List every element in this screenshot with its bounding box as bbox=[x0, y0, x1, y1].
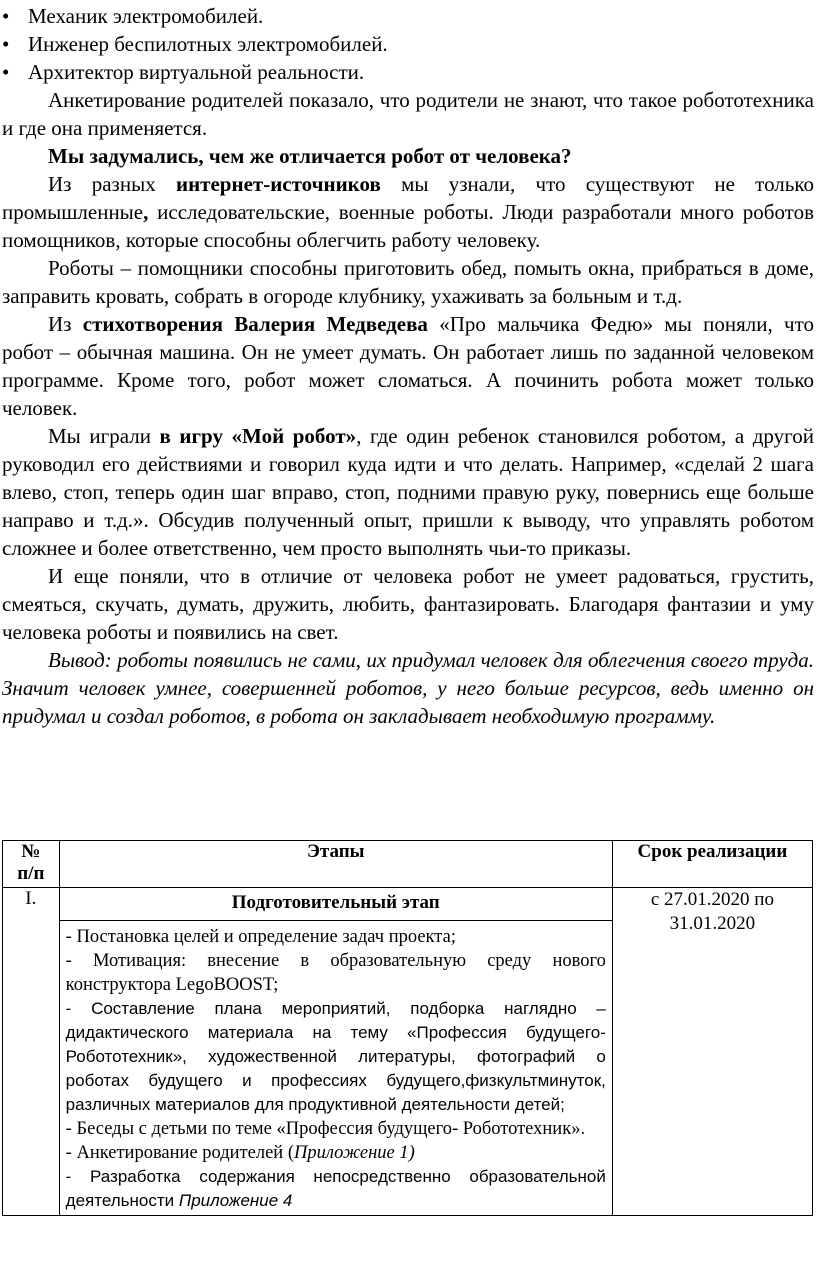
paragraph-conclusion: Вывод: роботы появились не сами, их придумал человек для облегчения своего труда. Значит человек умнее, совершенней роботов, у него больше ресурсов, ведь именно он придумал и создал роботов, в робота он закладывает необходимую программу. bbox=[2, 648, 814, 728]
paragraph-question: Мы задумались, чем же отличается робот от человека? bbox=[48, 144, 572, 168]
paragraph-survey: Анкетирование родителей показало, что родители не знают, что такое робототехника и где она применяется. bbox=[2, 88, 814, 140]
paragraph-helper-robots: Роботы – помощники способны приготовить обед, помыть окна, прибраться в доме, заправить кровать, собрать в огороде клубнику, ухаживать за больным и т.д. bbox=[2, 256, 814, 308]
project-plan-table bbox=[2, 840, 813, 1216]
list-item: - Разработка содержания непосредственно образовательной деятельности Приложение 4 bbox=[65, 1167, 606, 1210]
paragraph-game: Мы играли в игру «Мой робот», где один ребенок становился роботом, а другой руководил его действиями и говорил куда идти и что делать. Например, «сделай 2 шага влево, стоп, теперь один шаг вправо, стоп, подними правую руку, повернись еще больше направо и т.д.». Обсудив полученный опыт, пришли к выводу, что управлять роботом сложнее и более ответственно, чем просто выполнять чьи-то приказы. bbox=[2, 424, 814, 560]
list-item: • Инженер беспилотных электромобилей. bbox=[2, 32, 388, 56]
list-item: - Составление плана мероприятий, подборка наглядно – дидактического материала на тему «Профессия будущего- Робототехник», художественной литературы, фотографий о роботах будущего и профессиях будущего,физкультминуток, различных материалов для продуктивной деятельности детей; bbox=[65, 999, 606, 1114]
list-item: • Архитектор виртуальной реальности. bbox=[2, 60, 365, 84]
bullet-icon: • bbox=[2, 32, 10, 56]
stage-cell bbox=[59, 888, 612, 1216]
table-header-row bbox=[3, 841, 813, 888]
header-stages: Этапы bbox=[59, 841, 612, 888]
row-number: I. bbox=[3, 888, 60, 1216]
paragraph-poem: Из стихотворения Валерия Медведева «Про мальчика Федю» мы поняли, что робот – обычная машина. Он не умеет думать. Он работает лишь по заданной человеком программе. Кроме того, робот может сломаться. А починить робота может только человек. bbox=[2, 312, 814, 420]
paragraph-internet-sources: Из разных интернет-источников мы узнали, что существуют не только промышленные, исследовательские, военные роботы. Люди разработали много роботов помощников, которые способны облегчить работу человеку. bbox=[2, 172, 814, 252]
list-item: - Анкетирование родителей (Приложение 1) bbox=[65, 1143, 415, 1163]
list-item: - Мотивация: внесение в образовательную среду нового конструктора LegoBOOST; bbox=[65, 951, 606, 995]
list-item: - Беседы с детьми по теме «Профессия будущего- Робототехник». bbox=[65, 1119, 586, 1139]
body-text bbox=[2, 86, 814, 730]
term-cell: с 27.01.2020 по 31.01.2020 bbox=[612, 888, 812, 1216]
list-item: • Механик электромобилей. bbox=[2, 4, 264, 28]
header-term: Срок реализации bbox=[612, 841, 812, 888]
bullet-icon: • bbox=[2, 4, 10, 28]
bullet-icon: • bbox=[2, 60, 10, 84]
stage-task-list bbox=[60, 921, 612, 1215]
header-number: № п/п bbox=[3, 841, 60, 888]
stage-title: Подготовительный этап bbox=[60, 888, 612, 921]
paragraph-emotions: И еще поняли, что в отличие от человека робот не умеет радоваться, грустить, смеяться, скучать, думать, дружить, любить, фантазировать. Благодаря фантазии и уму человека роботы и появились на свет. bbox=[2, 564, 814, 644]
list-item: - Постановка целей и определение задач проекта; bbox=[65, 927, 456, 947]
profession-bullet-list bbox=[0, 2, 816, 86]
table-row bbox=[3, 888, 813, 1216]
